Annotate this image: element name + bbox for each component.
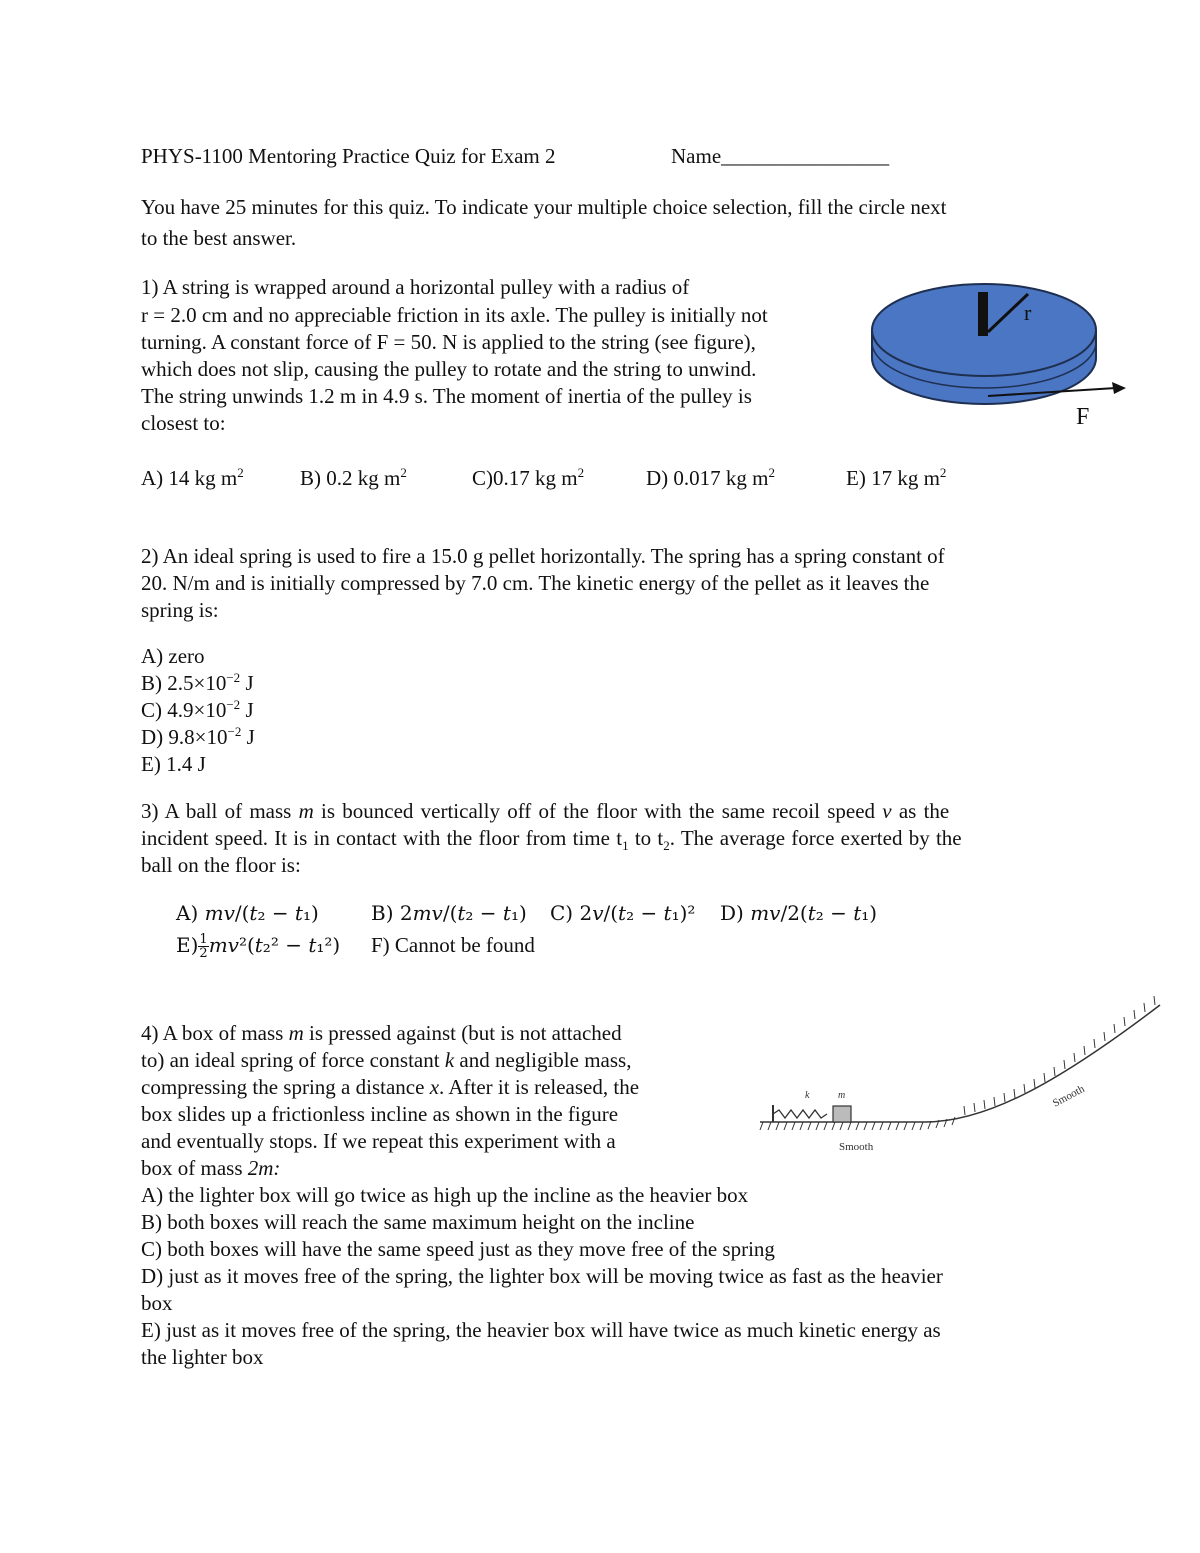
q1-text-line: r = 2.0 cm and no appreciable friction in its axle. The pulley is initially not — [141, 303, 768, 327]
q2-choice-b[interactable]: B) $2.5\times 10^{-2}$ J — [141, 670, 254, 695]
q1-text-line: closest to: — [141, 411, 226, 435]
instructions-line-2: to the best answer. — [141, 226, 297, 250]
q4-text-line: to) an ideal spring of force constant k and negligible mass, — [141, 1048, 632, 1072]
q1-text-line: turning. A constant force of F = 50. N is applied to the string (see figure), — [141, 330, 756, 354]
incline-figure — [755, 995, 1165, 1160]
spring — [773, 1110, 827, 1118]
q3-text-line: ball on the floor is: — [141, 853, 301, 877]
track-hatching — [760, 996, 1155, 1130]
q1-text-line: 1) A string is wrapped around a horizontal pulley with a radius of — [141, 275, 690, 299]
q2-text-line: spring is: — [141, 598, 219, 622]
q3-text-line: 3) A ball of mass m is bounced vertically off of the floor with the same recoil speed v as the — [141, 799, 950, 823]
force-arrow-head — [1112, 382, 1126, 394]
q1-choice-e[interactable]: E) 17 kg $m^2$ — [846, 465, 947, 490]
q4-choice-c[interactable]: C) both boxes will have the same speed just as they move free of the spring — [141, 1237, 775, 1261]
q4-choice-d[interactable]: D) just as it moves free of the spring, the lighter box will be moving twice as fast as the heavier — [141, 1264, 943, 1288]
q1-text-line: which does not slip, causing the pulley to rotate and the string to unwind. — [141, 357, 757, 381]
floor-smooth-label: Smooth — [839, 1141, 874, 1153]
quiz-title: PHYS-1100 Mentoring Practice Quiz for Exam 2 — [141, 144, 556, 168]
q1-choice-a[interactable]: A) 14 kg $m^2$ — [141, 465, 244, 490]
box-m-label: m — [838, 1090, 846, 1101]
incline-smooth-label: Smooth — [1050, 1082, 1087, 1110]
q4-choice-e[interactable]: E) just as it moves free of the spring, the heavier box will have twice as much kinetic energy as — [141, 1318, 941, 1342]
q4-text-line: box slides up a frictionless incline as shown in the figure — [141, 1102, 619, 1126]
q4-text-line: box of mass 2m: — [141, 1156, 281, 1180]
q1-text-line: The string unwinds 1.2 m in 4.9 s. The moment of inertia of the pulley is — [141, 384, 752, 408]
q2-choice-d[interactable]: D) $9.8\times 10^{-2}$ J — [141, 724, 255, 749]
q3-choice-d[interactable]: D) 𝑚𝑣/2(𝑡₂ − 𝑡₁) — [720, 901, 878, 925]
q4-text-line: and eventually stops. If we repeat this experiment with a — [141, 1129, 616, 1153]
q4-choice-a[interactable]: A) the lighter box will go twice as high up the incline as the heavier box — [141, 1183, 749, 1207]
q2-choice-e[interactable]: E) 1.4 J — [141, 752, 206, 776]
one-half-fraction: $\frac{1}{2}$ — [199, 932, 208, 961]
spring-k-label: k — [805, 1090, 810, 1101]
q2-text-line: 20. N/m and is initially compressed by 7.0 cm. The kinetic energy of the pellet as it leaves the — [141, 571, 930, 595]
q3-text-line: incident speed. It is in contact with the floor from time $t_1$ to $t_2$. The average force exerted by the — [141, 826, 962, 854]
track-surface — [760, 1005, 1160, 1122]
q4-choice-b[interactable]: B) both boxes will reach the same maximum height on the incline — [141, 1210, 695, 1234]
q3-choice-f[interactable]: F) Cannot be found — [371, 933, 535, 957]
q3-choice-a[interactable]: A) 𝑚𝑣/(𝑡₂ − 𝑡₁) — [176, 901, 319, 925]
pulley-figure — [860, 272, 1140, 432]
q3-choice-e[interactable]: E) $\frac{1}{2}$ 𝑚𝑣²(𝑡₂² − 𝑡₁²) — [176, 932, 341, 961]
box — [833, 1106, 851, 1122]
q2-choice-c[interactable]: C) $4.9\times 10^{-2}$ J — [141, 697, 254, 722]
q1-choice-d[interactable]: D) 0.017 kg $m^2$ — [646, 465, 775, 490]
q4-choice-e-cont: the lighter box — [141, 1345, 264, 1369]
force-label: F — [1076, 404, 1090, 430]
q4-choice-d-cont: box — [141, 1291, 173, 1315]
q1-choice-b[interactable]: B) 0.2 kg $m^2$ — [300, 465, 407, 490]
q3-choice-b[interactable]: B) 2𝑚𝑣/(𝑡₂ − 𝑡₁) — [371, 901, 527, 925]
q4-text-line: compressing the spring a distance x. After it is released, the — [141, 1075, 640, 1099]
q1-choice-c[interactable]: C)0.17 kg $m^2$ — [472, 465, 585, 490]
q2-text-line: 2) An ideal spring is used to fire a 15.0 g pellet horizontally. The spring has a spring constant of — [141, 544, 945, 568]
q4-text-line: 4) A box of mass m is pressed against (but is not attached — [141, 1021, 622, 1045]
q3-choice-c[interactable]: C) 2𝑣/(𝑡₂ − 𝑡₁)² — [550, 901, 696, 925]
instructions-line-1: You have 25 minutes for this quiz. To indicate your multiple choice selection, fill the circle next — [141, 195, 947, 219]
radius-marker — [978, 292, 988, 336]
radius-label: r — [1024, 300, 1032, 325]
q2-choice-a[interactable]: A) zero — [141, 644, 205, 668]
name-field[interactable]: Name________________ — [671, 144, 890, 168]
